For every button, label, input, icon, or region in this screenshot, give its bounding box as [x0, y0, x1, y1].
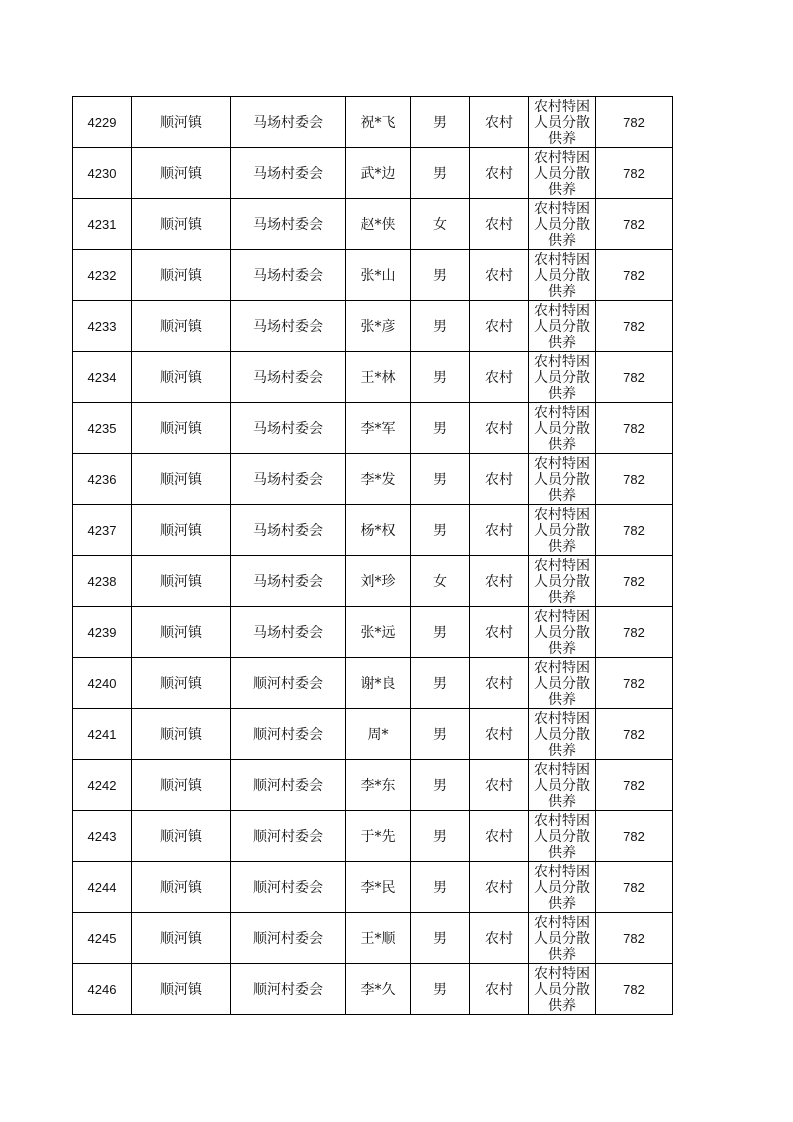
village-committee-cell: 马场村委会 — [231, 352, 346, 403]
amount-cell: 782 — [596, 454, 673, 505]
town-cell: 顺河镇 — [132, 403, 231, 454]
gender-cell: 男 — [411, 760, 470, 811]
town-cell: 顺河镇 — [132, 658, 231, 709]
village-committee-cell: 顺河村委会 — [231, 658, 346, 709]
village-committee-cell: 马场村委会 — [231, 301, 346, 352]
area-type-cell: 农村 — [470, 199, 529, 250]
village-committee-cell: 马场村委会 — [231, 607, 346, 658]
table-row — [73, 403, 673, 454]
support-category-text: 农村特困人员分散供养 — [534, 201, 590, 247]
gender-cell: 男 — [411, 505, 470, 556]
town-cell: 顺河镇 — [132, 964, 231, 1015]
record-id-cell: 4244 — [73, 862, 132, 913]
amount-cell: 782 — [596, 352, 673, 403]
amount-cell: 782 — [596, 607, 673, 658]
gender-cell: 男 — [411, 454, 470, 505]
village-committee-cell: 顺河村委会 — [231, 709, 346, 760]
record-id-cell: 4246 — [73, 964, 132, 1015]
person-name-cell: 李*发 — [346, 454, 411, 505]
village-committee-cell: 顺河村委会 — [231, 862, 346, 913]
support-category-cell — [529, 250, 596, 301]
area-type-cell: 农村 — [470, 862, 529, 913]
village-committee-cell: 马场村委会 — [231, 97, 346, 148]
town-cell: 顺河镇 — [132, 760, 231, 811]
table-row — [73, 964, 673, 1015]
support-category-text: 农村特困人员分散供养 — [534, 966, 590, 1012]
support-category-cell — [529, 403, 596, 454]
record-id-cell: 4229 — [73, 97, 132, 148]
record-id-cell: 4233 — [73, 301, 132, 352]
record-id-cell: 4232 — [73, 250, 132, 301]
amount-cell: 782 — [596, 199, 673, 250]
support-category-text: 农村特困人员分散供养 — [534, 354, 590, 400]
support-category-cell — [529, 964, 596, 1015]
gender-cell: 男 — [411, 964, 470, 1015]
gender-cell: 女 — [411, 556, 470, 607]
person-name-cell: 武*边 — [346, 148, 411, 199]
town-cell: 顺河镇 — [132, 301, 231, 352]
town-cell: 顺河镇 — [132, 352, 231, 403]
record-id-cell: 4236 — [73, 454, 132, 505]
area-type-cell: 农村 — [470, 454, 529, 505]
village-committee-cell: 顺河村委会 — [231, 760, 346, 811]
town-cell: 顺河镇 — [132, 811, 231, 862]
record-id-cell: 4235 — [73, 403, 132, 454]
record-id-cell: 4245 — [73, 913, 132, 964]
person-name-cell: 王*顺 — [346, 913, 411, 964]
gender-cell: 女 — [411, 199, 470, 250]
gender-cell: 男 — [411, 148, 470, 199]
record-id-cell: 4237 — [73, 505, 132, 556]
support-category-text: 农村特困人员分散供养 — [534, 456, 590, 502]
table-row — [73, 148, 673, 199]
town-cell: 顺河镇 — [132, 556, 231, 607]
amount-cell: 782 — [596, 964, 673, 1015]
amount-cell: 782 — [596, 811, 673, 862]
area-type-cell: 农村 — [470, 352, 529, 403]
amount-cell: 782 — [596, 301, 673, 352]
town-cell: 顺河镇 — [132, 913, 231, 964]
support-category-text: 农村特困人员分散供养 — [534, 405, 590, 451]
amount-cell: 782 — [596, 709, 673, 760]
support-category-text: 农村特困人员分散供养 — [534, 864, 590, 910]
record-id-cell: 4231 — [73, 199, 132, 250]
person-name-cell: 李*久 — [346, 964, 411, 1015]
support-category-text: 农村特困人员分散供养 — [534, 915, 590, 961]
record-id-cell: 4240 — [73, 658, 132, 709]
record-id-cell: 4243 — [73, 811, 132, 862]
village-committee-cell: 马场村委会 — [231, 403, 346, 454]
town-cell: 顺河镇 — [132, 709, 231, 760]
town-cell: 顺河镇 — [132, 505, 231, 556]
table-row — [73, 199, 673, 250]
support-category-cell — [529, 148, 596, 199]
records-table — [72, 96, 673, 1015]
record-id-cell: 4238 — [73, 556, 132, 607]
support-category-cell — [529, 658, 596, 709]
amount-cell: 782 — [596, 556, 673, 607]
person-name-cell: 杨*权 — [346, 505, 411, 556]
support-category-text: 农村特困人员分散供养 — [534, 252, 590, 298]
support-category-text: 农村特困人员分散供养 — [534, 660, 590, 706]
support-category-cell — [529, 556, 596, 607]
table-row — [73, 556, 673, 607]
person-name-cell: 刘*珍 — [346, 556, 411, 607]
village-committee-cell: 马场村委会 — [231, 556, 346, 607]
support-category-cell — [529, 862, 596, 913]
support-category-text: 农村特困人员分散供养 — [534, 609, 590, 655]
town-cell: 顺河镇 — [132, 199, 231, 250]
area-type-cell: 农村 — [470, 760, 529, 811]
person-name-cell: 赵*侠 — [346, 199, 411, 250]
support-category-text: 农村特困人员分散供养 — [534, 507, 590, 553]
town-cell: 顺河镇 — [132, 454, 231, 505]
village-committee-cell: 马场村委会 — [231, 505, 346, 556]
village-committee-cell: 顺河村委会 — [231, 811, 346, 862]
town-cell: 顺河镇 — [132, 148, 231, 199]
table-row — [73, 658, 673, 709]
support-category-cell — [529, 505, 596, 556]
amount-cell: 782 — [596, 97, 673, 148]
village-committee-cell: 马场村委会 — [231, 199, 346, 250]
person-name-cell: 周* — [346, 709, 411, 760]
gender-cell: 男 — [411, 862, 470, 913]
support-category-cell — [529, 97, 596, 148]
gender-cell: 男 — [411, 913, 470, 964]
area-type-cell: 农村 — [470, 709, 529, 760]
town-cell: 顺河镇 — [132, 250, 231, 301]
gender-cell: 男 — [411, 97, 470, 148]
area-type-cell: 农村 — [470, 913, 529, 964]
support-category-cell — [529, 709, 596, 760]
gender-cell: 男 — [411, 811, 470, 862]
village-committee-cell: 马场村委会 — [231, 148, 346, 199]
amount-cell: 782 — [596, 658, 673, 709]
person-name-cell: 谢*良 — [346, 658, 411, 709]
person-name-cell: 王*林 — [346, 352, 411, 403]
person-name-cell: 李*军 — [346, 403, 411, 454]
person-name-cell: 祝*飞 — [346, 97, 411, 148]
table-row — [73, 301, 673, 352]
amount-cell: 782 — [596, 862, 673, 913]
area-type-cell: 农村 — [470, 607, 529, 658]
person-name-cell: 于*先 — [346, 811, 411, 862]
record-id-cell: 4234 — [73, 352, 132, 403]
table-row — [73, 709, 673, 760]
area-type-cell: 农村 — [470, 97, 529, 148]
area-type-cell: 农村 — [470, 148, 529, 199]
support-category-text: 农村特困人员分散供养 — [534, 711, 590, 757]
gender-cell: 男 — [411, 709, 470, 760]
table-row — [73, 862, 673, 913]
support-category-text: 农村特困人员分散供养 — [534, 558, 590, 604]
area-type-cell: 农村 — [470, 964, 529, 1015]
amount-cell: 782 — [596, 760, 673, 811]
village-committee-cell: 顺河村委会 — [231, 913, 346, 964]
town-cell: 顺河镇 — [132, 97, 231, 148]
gender-cell: 男 — [411, 403, 470, 454]
support-category-cell — [529, 199, 596, 250]
person-name-cell: 张*远 — [346, 607, 411, 658]
support-category-text: 农村特困人员分散供养 — [534, 150, 590, 196]
amount-cell: 782 — [596, 913, 673, 964]
record-id-cell: 4242 — [73, 760, 132, 811]
area-type-cell: 农村 — [470, 250, 529, 301]
support-category-cell — [529, 454, 596, 505]
area-type-cell: 农村 — [470, 556, 529, 607]
record-id-cell: 4230 — [73, 148, 132, 199]
gender-cell: 男 — [411, 250, 470, 301]
support-category-text: 农村特困人员分散供养 — [534, 813, 590, 859]
person-name-cell: 张*彦 — [346, 301, 411, 352]
area-type-cell: 农村 — [470, 403, 529, 454]
record-id-cell: 4241 — [73, 709, 132, 760]
person-name-cell: 张*山 — [346, 250, 411, 301]
table-row — [73, 760, 673, 811]
support-category-cell — [529, 913, 596, 964]
area-type-cell: 农村 — [470, 301, 529, 352]
gender-cell: 男 — [411, 658, 470, 709]
amount-cell: 782 — [596, 403, 673, 454]
support-category-cell — [529, 760, 596, 811]
village-committee-cell: 顺河村委会 — [231, 964, 346, 1015]
gender-cell: 男 — [411, 301, 470, 352]
support-category-text: 农村特困人员分散供养 — [534, 762, 590, 808]
support-category-text: 农村特困人员分散供养 — [534, 303, 590, 349]
table-row — [73, 352, 673, 403]
area-type-cell: 农村 — [470, 505, 529, 556]
town-cell: 顺河镇 — [132, 862, 231, 913]
area-type-cell: 农村 — [470, 811, 529, 862]
table-row — [73, 811, 673, 862]
table-row — [73, 607, 673, 658]
village-committee-cell: 马场村委会 — [231, 454, 346, 505]
amount-cell: 782 — [596, 250, 673, 301]
table-row — [73, 913, 673, 964]
town-cell: 顺河镇 — [132, 607, 231, 658]
table-row — [73, 97, 673, 148]
support-category-text: 农村特困人员分散供养 — [534, 99, 590, 145]
table-row — [73, 454, 673, 505]
person-name-cell: 李*民 — [346, 862, 411, 913]
table-row — [73, 250, 673, 301]
record-id-cell: 4239 — [73, 607, 132, 658]
amount-cell: 782 — [596, 505, 673, 556]
table-row — [73, 505, 673, 556]
support-category-cell — [529, 301, 596, 352]
person-name-cell: 李*东 — [346, 760, 411, 811]
area-type-cell: 农村 — [470, 658, 529, 709]
gender-cell: 男 — [411, 352, 470, 403]
support-category-cell — [529, 352, 596, 403]
support-category-cell — [529, 811, 596, 862]
support-category-cell — [529, 607, 596, 658]
village-committee-cell: 马场村委会 — [231, 250, 346, 301]
gender-cell: 男 — [411, 607, 470, 658]
amount-cell: 782 — [596, 148, 673, 199]
